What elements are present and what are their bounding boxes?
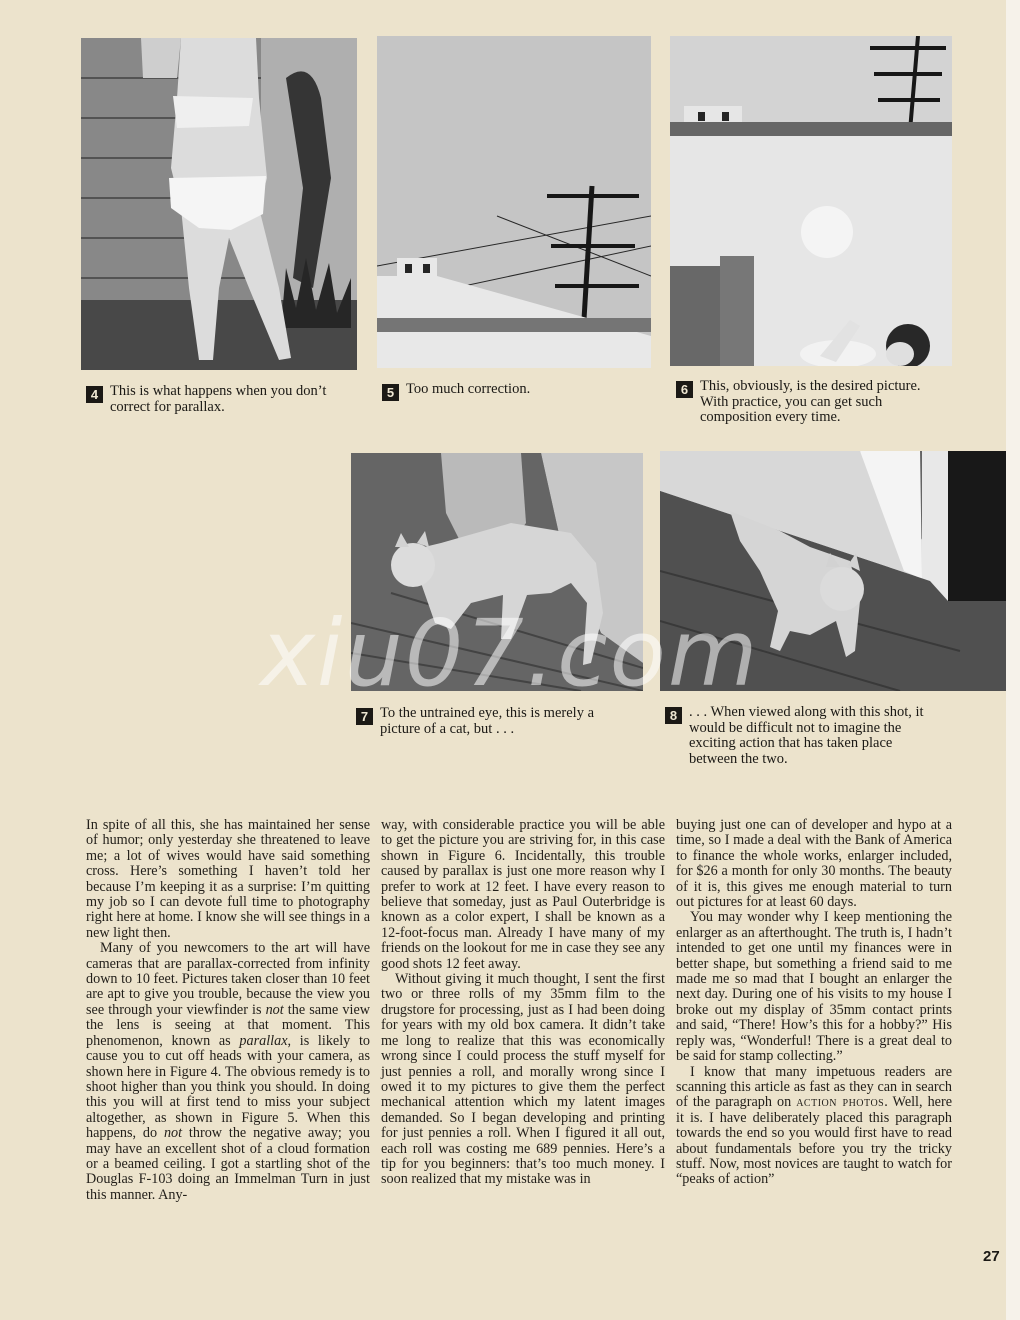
figure-8-caption — [665, 705, 937, 767]
figure-8-number: 8 — [665, 707, 682, 724]
figure-6-caption-text: This, obviously, is the desired picture. With practice, you can get such composition every time. — [700, 378, 921, 425]
col1-paragraph-2: Many of you newcomers to the art will have cameras that are parallax-corrected from infinity down to 10 feet. Pictures taken closer than 10 feet are apt to give you trouble, because the view you see through your viewfinder is not the same view the lens is seeing at that moment. This phenomenon, known as parallax, is likely to cause you to cut off heads with your camera, as shown here in Figure 4. The obvious remedy is to shoot higher than you think you should. In doing this you will at first tend to miss your subject altogether, as shown in Figure 5. When this happens, do not throw the negative away; you may have an excellent shot of a cloud formation or a beamed ceiling. I got a startling shot of the Douglas F-103 doing an Immelman Turn in just this manner. Any- — [86, 940, 370, 1203]
figure-7-number: 7 — [356, 708, 373, 725]
page-number: 27 — [983, 1248, 1000, 1265]
figure-6-caption — [676, 379, 938, 426]
figure-5-rooftop-image — [377, 36, 651, 368]
figure-4-photo — [81, 38, 357, 370]
col3-paragraph-1: buying just one can of developer and hypo at a time, so I made a deal with the Bank of America to finance the whole works, enlarger included, for $26 a month for only 30 months. The beauty of it is, this gives me enough material to turn out pictures for at least 60 days. — [676, 817, 952, 911]
figure-5-caption-text: Too much correction. — [406, 381, 531, 397]
figure-6-photo — [670, 36, 952, 366]
col3-paragraph-3: I know that many impetuous readers are scanning this article as fast as they can in search of the paragraph on action photos. Well, here it is. I have deliberately placed this paragraph towards the end so you would first have to read about fundamentals before you try the tricky stuff. Now, most novices are taught to watch for “peaks of action” — [676, 1063, 952, 1188]
body-column-3 — [676, 818, 952, 1188]
figure-7-caption — [356, 706, 618, 737]
figure-5-number: 5 — [382, 384, 399, 401]
figure-8-caption-text: . . . When viewed along with this shot, it would be difficult not to imagine the exciting action that has taken place between the two. — [689, 704, 924, 767]
watermark: xiu07.com — [260, 600, 760, 707]
figure-5-photo — [377, 36, 651, 368]
figure-6-ball-image — [670, 36, 952, 366]
figure-4-number: 4 — [86, 386, 103, 403]
figure-4-caption-text: This is what happens when you don’t correct for parallax. — [110, 383, 327, 415]
col1-paragraph-1: In spite of all this, she has maintained her sense of humor; only yesterday she threatened to leave me; a lot of wives would have said something cross. Here’s something I haven’t told her because I’m keeping it as a surprise: I’m quitting my job so I can devote full time to photography right here at home. I know she will see things in a new light then. — [86, 817, 370, 941]
col2-paragraph-1: way, with considerable practice you will be able to get the picture you are striving for, in this case shown in Figure 6. Incidentally, this trouble caused by parallax is just one more reason why I prefer to work at 12 feet. I have every reason to believe that someday, just as Paul Outerbridge is known as a color expert, I shall be known as a 12-foot-focus man. Already I have many of my friends on the lookout for me in case they see any good shots 12 feet away. — [381, 817, 665, 972]
body-column-1 — [86, 818, 370, 1203]
figure-7-caption-text: To the untrained eye, this is merely a picture of a cat, but . . . — [380, 705, 595, 737]
page-edge — [1006, 0, 1020, 1320]
figure-7-photo — [351, 453, 643, 691]
body-column-2 — [381, 818, 665, 1188]
figure-4-woman-image — [81, 38, 357, 370]
col2-paragraph-2: Without giving it much thought, I sent the first two or three rolls of my 35mm film to the drugstore for processing, just as I had been doing for years with my old box camera. It didn’t take me long to realize that this was economically wrong since I could process the stuff myself for just pennies a roll, and morally wrong since I owed it to my pictures to give them the perfect mechanical attention which my latent images demanded. So I began developing and printing for just pennies a roll. When I figured it all out, each roll was costing me 689 pennies. Here’s a tip for you beginners: that’s too much money. I soon realized that my mistake was in — [381, 971, 665, 1188]
figure-7-cat-image — [351, 453, 643, 691]
figure-4-caption — [86, 384, 336, 415]
figure-5-caption — [382, 382, 632, 398]
col3-paragraph-2: You may wonder why I keep mentioning the enlarger as an afterthought. The truth is, I hadn’t intended to get one until my finances were in better shape, but something a friend said to me made me so mad that I bought an enlarger the next day. During one of his visits to my house I broke out my display of 35mm contact prints and said, “There! How’s this for a hobby?” His reply was, “Wonderful! There is a great deal to be said for stamp collecting.” — [676, 909, 952, 1065]
figure-8-photo — [660, 451, 1006, 691]
figure-8-cat-image — [660, 451, 1006, 691]
figure-6-number: 6 — [676, 381, 693, 398]
